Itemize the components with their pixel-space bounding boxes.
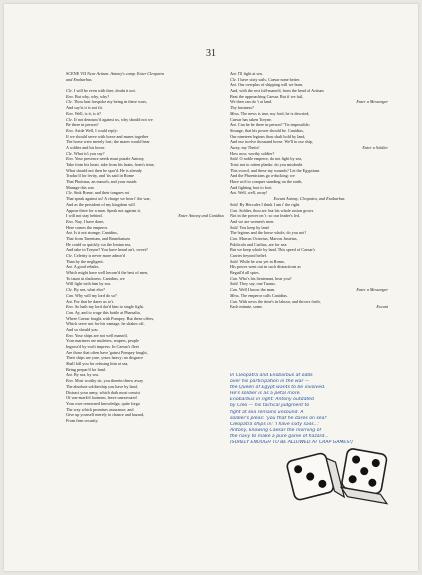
verse-text: Appear there for a man. Speak not against it, [66,207,141,213]
verse-text: That from Tarentum, and Brundusium [66,235,130,241]
stage-direction: Enter a Messenger [356,99,388,105]
speaker-name: Mess. [230,292,240,298]
speaker-name: Ant. [66,298,73,304]
annotation-line: the Queen of Egypt wants to be involved. [230,385,326,391]
stage-direction: Enter Antony and Canidius [178,213,224,219]
verse-text: Nay, I have done, [74,218,105,224]
speaker-name: Eno. [66,332,74,338]
verse-text: Your own renowned knowledge, quite forgo [66,400,140,406]
speaker-name: Eno. [66,218,74,224]
scene-heading: SCENE VII [66,71,87,76]
speaker-name: Ant. [230,82,237,88]
speaker-name: Cle. [66,287,73,293]
dice-icon [274,432,414,522]
verse-text: Have us'd to conquer standing on the earth, [230,179,303,185]
speaker-name: Can. [230,235,239,241]
speaker-name: Eno. [66,127,74,133]
verse-text: A soldier and his horse. [66,144,106,150]
verse-text: Carries beyond belief. [230,253,268,258]
verse-text: Trust not to rotten planks: do you misdoubt [230,162,303,167]
verse-text: Your mariners are muleters, reapers, people [66,338,139,344]
verse-text: That Photinus, an eunuch, and your maids [66,179,137,185]
verse-text: I'll fight at sea. [237,71,263,76]
verse-text: The news is true, my lord, he is descried, [240,110,310,116]
verse-text: To taunt at slackness. Canidius, we [66,275,125,281]
speaker-name: Can. [230,298,239,304]
verse-text: Aside Well, I could reply: [74,127,118,133]
verse-text: For that he dares us to't. [73,298,114,304]
text-line [230,304,388,310]
speaker-name: Ant. [230,122,237,128]
verse-text: Beat the approaching Caesar. But if we fail, [230,93,304,99]
annotation-line: (SURELY ENOUGH TO BE ALLOWED AT CRAP GAMES!) [230,440,353,446]
verse-text: I will not stay behind. [66,213,103,219]
verse-text: And our twelve thousand horse. We'll to our ship, [230,139,313,145]
speaker-name: Cle. [66,253,73,258]
verse-text: Each minute, some. [230,304,264,310]
annotation-line: over his participation in the war — [230,379,310,385]
verse-text: I have sixty sails, Caesar none better. [237,76,301,82]
verse-text: And, with the rest full-mann'd, from the head of Actium [230,88,324,94]
annotation-line: by Cleo — his tactical judgment to [230,403,310,409]
stage-direction: Enter a Messenger [356,287,388,293]
verse-text: Traduc'd for levity, and 'tis said in Rome [66,173,134,179]
speaker-name: Sold. [230,281,239,287]
verse-text: The legions and the horse whole, do you not? [230,230,307,236]
speaker-name: Cle. [66,88,73,94]
speaker-name: Cle. [230,76,237,82]
annotation-line: Antony, knowing Caesar the morning of [230,427,322,433]
speaker-name: Cle. [66,116,73,122]
die-left [286,450,344,508]
verse-text: Thou hast forspoke my being in these wars, [73,99,147,105]
verse-text: By sea, what else? [73,287,105,293]
speaker-name: Eno. [66,156,74,162]
speaker-name: Ant. [66,264,73,270]
document-page [4,4,418,571]
verse-text: With news the time's in labour, and throws forth, [239,298,321,304]
verse-text: Who's his lieutenant, hear you? [239,275,292,281]
verse-text: Distract your army, which doth most consist [66,389,141,395]
verse-text: Take from his heart, take from his brain, from's time, [66,162,155,167]
verse-text: Is it not strange, Canidius, [73,230,118,236]
verse-text: That speak against us! A charge we bear i' the war, [66,196,151,202]
verse-text: Thy business? [230,105,254,111]
verse-text: The emperor calls Canidius. [240,292,288,298]
verse-text: Being prepar'd for land. [66,366,106,372]
speaker-name: Ant. [66,230,73,236]
verse-text: Well, is it, is it? [74,110,101,116]
speaker-name: Sold. [230,201,239,207]
verse-text: The way which promises assurance, and [66,406,134,412]
verse-text: Beguil'd all spies. [230,270,260,276]
verse-text: And we are women's men. [230,218,275,224]
verse-text: His power went out in such distractions as [230,264,301,270]
verse-text: Their ships are yare, yours heavy; no disgrace [66,355,143,361]
verse-text: And so should you. [66,326,99,332]
verse-text: Our overplus of shipping will we burn, [237,82,304,88]
speaker-name: Can. [230,275,239,281]
right-text-column [230,71,388,310]
speaker-name: Can. [66,292,75,298]
verse-text: If not denounc'd against us, why should not we [73,116,153,122]
stage-direction: and Enobarbus [66,76,92,82]
verse-text: Which might have well becom'd the best of men, [66,270,149,276]
stage-direction: Exeunt Antony, Cleopatra, and Enobarbus [273,196,345,202]
verse-text: And as the president of my kingdom will [66,201,135,207]
verse-text: By sea, by sea. [73,372,99,378]
annotation-line: Enobarbus in right: Antony outdated [230,397,314,403]
verse-text: Here comes the emperor. [66,224,108,230]
speaker-name: Eno. [66,304,74,310]
verse-text: Sink Rome, and their tongues rot [73,190,130,196]
annotation-line: Cleopatra ships in: 'I have sixty sails...' [230,421,320,427]
verse-text: Away, my Thetis! [230,144,260,150]
verse-text: If we should serve with horse and mares together [66,133,149,139]
verse-text: Shall fall you for refusing him at sea, [66,361,129,367]
die-right [340,448,396,504]
speaker-name: Sold. [230,156,239,162]
speaker-name: Cle. [66,150,73,156]
annotation-line: soldier's pleas: 'you that he dares on sea!' [230,415,328,421]
speaker-name: Sold. [230,258,239,264]
speaker-name: Sold. [230,224,239,230]
verse-text: Soldier, thou art: but his whole action grows [239,207,314,213]
verse-text: How now, worthy soldier? [230,150,275,156]
verse-text: Give up yourself merely to chance and hazard, [66,412,145,418]
verse-text: Where Caesar fought with Pompey. But these offers, [66,315,155,321]
verse-text: Marcus Octavius, Marcus Justeius, [239,235,298,241]
verse-text: What should not then be spar'd. He is already [66,167,142,173]
annotation-line: fight at sea remains unsound. A [230,409,304,415]
verse-text: We then can do 't at land. [230,99,273,105]
verse-text: Can he be there in person? 'Tis impossible; [237,122,310,128]
verse-text: Of war-mark'd footmen, leave unexecuted [66,395,137,401]
verse-text: Not in the power on 't: so our leader's led, [230,213,300,219]
stage-direction: Near Actium. Antony's camp. Enter Cleopatra [87,71,165,76]
annotation-line: In Cleopatra and Enobarbus at odds [230,373,313,378]
verse-text: Strange, that his power should be. Canidius, [230,127,304,133]
speaker-name: Can. [66,309,75,315]
annotation-line: the navy to make a pure game of hazard... [230,433,329,439]
verse-text: Manage this war. [66,184,95,190]
speaker-name: Can. [230,287,239,293]
left-text-column [66,71,224,424]
text-line [66,418,224,424]
verse-text: The horse were merely lost; the mares would bear [66,139,150,145]
verse-text: From firm security. [66,417,99,423]
speaker-name: Cle. [66,190,73,196]
verse-text: Your ships are not well mann'd, [74,332,128,338]
verse-text: Why will my lord do so? [75,292,117,298]
verse-text: Caesar has taken Toryne. [230,116,272,122]
speaker-name: Mess. [230,110,240,116]
verse-text: Than by the negligent. [66,258,104,264]
speaker-name: Cle. [66,99,73,105]
verse-text: Your presence needs must puzzle Antony, [74,156,145,162]
verse-text: Celerity is never more admir'd [73,253,125,258]
stage-direction: Enter a Soldier [362,144,388,150]
verse-text: Well, well, away! [237,190,268,196]
verse-text: Ingross'd by swift impress. In Caesar's fleet [66,344,139,349]
verse-text: You keep by land [239,224,269,230]
speaker-name: Can. [230,207,239,213]
verse-text: And fighting foot to foot. [230,184,273,190]
verse-text: Which serve not for his vantage, he shakes off, [66,321,145,327]
verse-text: And say'st it is not fit. [66,105,103,111]
speaker-name: Eno. [66,93,74,99]
verse-text: Will fight with him by sea. [66,281,111,287]
verse-text: Most worthy sir, you therein throw away [74,378,144,384]
verse-text: Well I know the man. [239,287,276,293]
verse-text: But we keep whole by land. This speed of Caesar's [230,247,316,253]
speaker-name: Eno. [66,110,74,116]
verse-text: Are those that often have 'gainst Pompey fought, [66,349,148,355]
verse-text: They say, one Taurus. [239,281,276,287]
stage-direction: Exeunt [376,304,388,310]
verse-text: By Hercules I think I am i' the right. [239,201,301,207]
verse-text: So hath my lord dar'd him to single fight. [74,304,144,310]
verse-text: Ay, and to wage this battle at Pharsalia, [74,309,141,315]
speaker-name: Ant. [230,71,237,76]
verse-text: The absolute soldiership you have by land, [66,383,138,389]
verse-text: But why, why, why? [74,93,110,99]
verse-text: Publicola and Caelius, are for sea: [230,241,288,247]
verse-text: What is't you say? [73,150,105,156]
verse-text: A good rebuke, [73,264,100,270]
verse-text: Be there in person? [66,122,99,128]
speaker-name: Eno. [66,378,74,384]
speaker-name: Ant. [230,190,237,196]
verse-text: While he was yet in Rome, [239,258,285,264]
verse-text: He could so quickly cut the Ionian sea, [66,241,132,247]
verse-text: O noble emperor, do not fight by sea, [239,156,303,162]
annotation-line: He's soldier is as a petal more. [230,391,301,397]
verse-text: Our nineteen legions thou shalt hold by land, [230,133,306,139]
verse-text: And take in Toryne? You have heard on't, sweet? [66,247,148,253]
verse-text: I will be even with thee, doubt it not. [73,88,136,94]
verse-text: And the Phoenicians go a-ducking: we [230,173,295,179]
page-number: 31 [206,48,216,59]
speaker-name: Ant. [66,372,73,378]
verse-text: This sword, and these my wounds? Let the Egyptians [230,167,320,173]
